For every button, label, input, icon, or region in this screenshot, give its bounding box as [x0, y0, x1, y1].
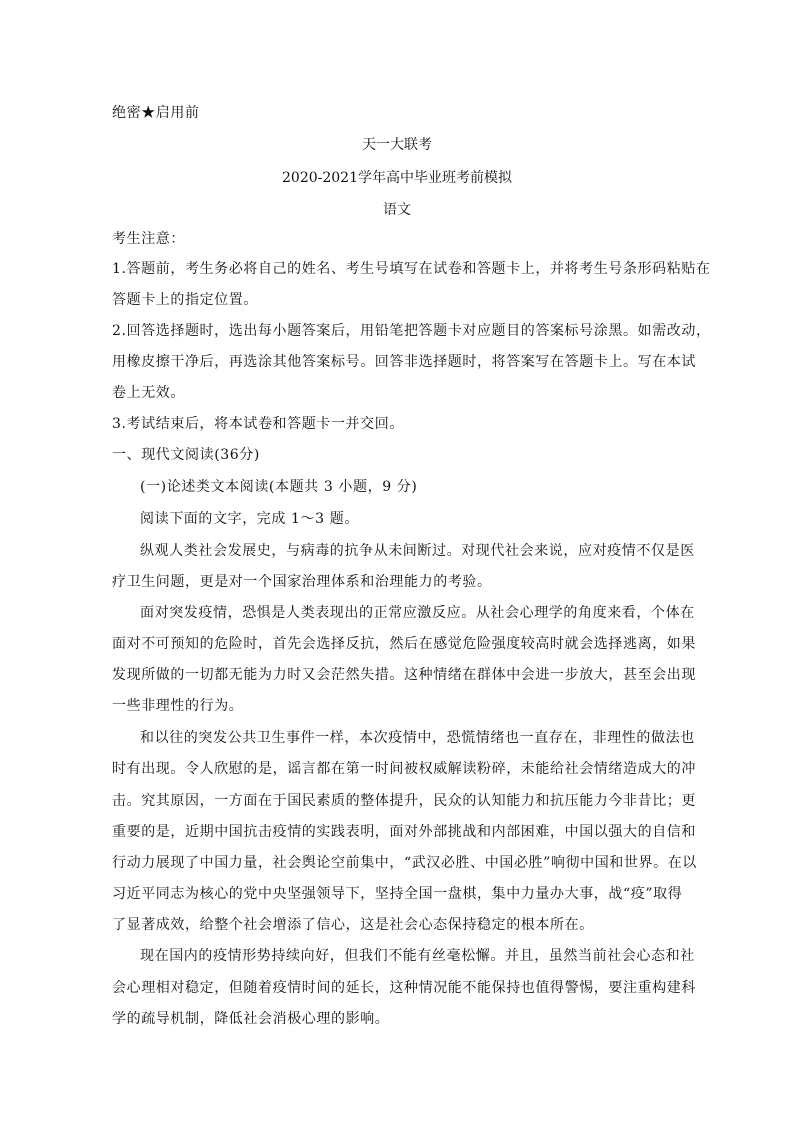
notice-line: 1.答题前，考生务必将自己的姓名、考生号填写在试卷和答题卡上，并将考生号条形码粘贴在 — [112, 261, 711, 277]
subject-title: 语文 — [383, 202, 411, 218]
article-line: 会心理相对稳定，但随着疫情时间的延长，这种情况能不能保持也值得警惕，要注重构建科 — [112, 980, 696, 996]
article-line: 面对突发疫情，恐惧是人类表现出的正常应激反应。从社会心理学的角度来看，个体在 — [140, 605, 695, 621]
subsection-title: (一)论述类文本阅读(本题共 3 小题，9 分) — [140, 479, 418, 495]
confidential-label: 绝密★启用前 — [112, 105, 200, 121]
article-line: 学的疏导机制，降低社会消极心理的影响。 — [112, 1011, 390, 1027]
notice-line: 2.回答选择题时，选出每小题答案后，用铅笔把答题卡对应题目的答案标号涂黑。如需改动， — [112, 323, 711, 339]
article-line: 面对不可预知的危险时，首先会选择反抗，然后在感觉危险强度较高时就会选择逃离，如果 — [112, 636, 696, 652]
notice-line: 答题卡上的指定位置。 — [112, 292, 258, 308]
article-line: 纵观人类社会发展史，与病毒的抗争从未间断过。对现代社会来说，应对疫情不仅是医 — [140, 543, 695, 559]
article-line: 了显著成效，给整个社会增添了信心，这是社会心态保持稳定的根本所在。 — [112, 917, 594, 933]
notice-line: 用橡皮擦干净后，再选涂其他答案标号。回答非选择题时，将答案写在答题卡上。写在本试 — [112, 354, 696, 370]
exam-title: 2020-2021学年高中毕业班考前模拟 — [282, 170, 512, 186]
article-line: 习近平同志为核心的党中央坚强领导下，坚持全国一盘棋，集中力量办大事，战“疫”取得 — [112, 886, 683, 902]
article-line: 重要的是，近期中国抗击疫情的实践表明，面对外部挑战和内部困难，中国以强大的自信和 — [112, 824, 696, 840]
article-line: 击。究其原因，一方面在于国民素质的整体提升，民众的认知能力和抗压能力今非昔比；更 — [112, 793, 696, 809]
notice-title: 考生注意： — [112, 231, 185, 247]
article-line: 发现所做的一切都无能为力时又会茫然失措。这种情绪在群体中会进一步放大，甚至会出现 — [112, 667, 696, 683]
article-line: 疗卫生问题，更是对一个国家治理体系和治理能力的考验。 — [112, 574, 492, 590]
reading-instruction: 阅读下面的文字，完成 1～3 题。 — [140, 511, 359, 527]
section-title: 一、现代文阅读(36分) — [112, 447, 260, 463]
article-line: 现在国内的疫情形势持续向好，但我们不能有丝毫松懈。并且，虽然当前社会心态和社 — [140, 948, 695, 964]
notice-line: 3.考试结束后，将本试卷和答题卡一并交回。 — [112, 416, 404, 432]
article-line: 一些非理性的行为。 — [112, 698, 244, 714]
article-line: 行动力展现了中国力量，社会舆论空前集中，“武汉必胜、中国必胜”响彻中国和世界。在以 — [112, 855, 697, 871]
exam-organizer: 天一大联考 — [362, 137, 432, 153]
article-line: 时有出现。令人欣慰的是，谣言都在第一时间被权威解读粉碎，未能给社会情绪造成大的冲 — [112, 761, 696, 777]
article-line: 和以往的突发公共卫生事件一样，本次疫情中，恐慌情绪也一直存在，非理性的做法也 — [140, 730, 695, 746]
notice-line: 卷上无效。 — [112, 385, 185, 401]
